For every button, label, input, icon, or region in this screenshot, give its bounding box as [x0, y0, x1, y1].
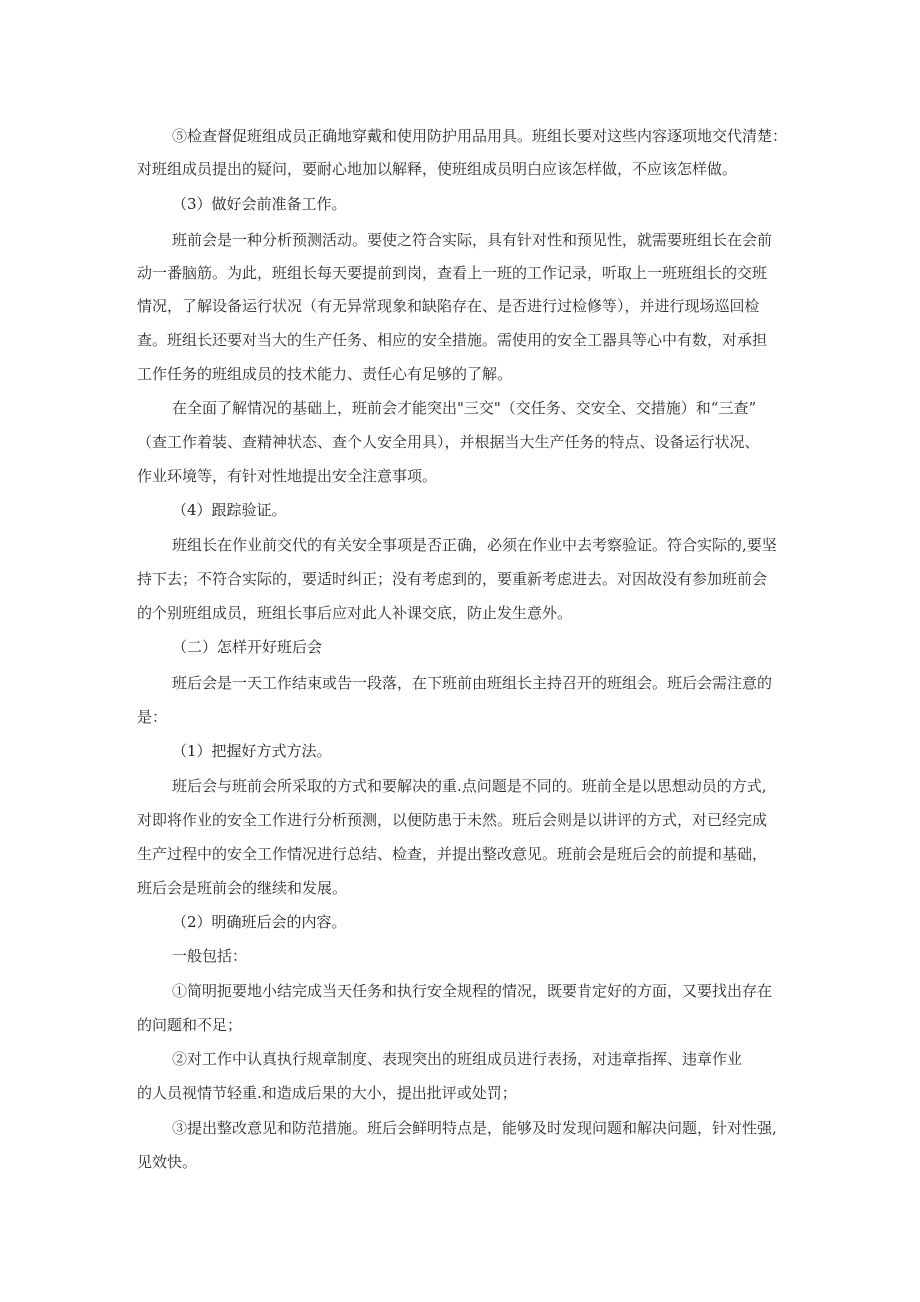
text-line: 对即将作业的安全工作进行分析预测，以便防患于未然。班后会则是以讲评的方式，对已经完成	[137, 811, 768, 829]
text-line: 作业环境等，有针对性地提出安全注意事项。	[137, 467, 438, 485]
text-line: 见效快。	[137, 1153, 198, 1171]
text-line: 班后会与班前会所采取的方式和要解决的重.点问题是不同的。班前全是以思想动员的方式,	[172, 777, 767, 795]
text-line: 班后会是班前会的继续和发展。	[137, 879, 348, 897]
text-line: 的个别班组成员，班组长事后应对此人补课交底，防止发生意外。	[137, 604, 573, 622]
text-line: 对班组成员提出的疑问，要耐心地加以解释，使班组成员明白应该怎样做，不应该怎样做。	[137, 160, 738, 178]
text-line: 的问题和不足；	[137, 1016, 243, 1034]
text-line: 情况，了解设备运行状况（有无异常现象和缺陷存在、是否进行过检修等），并进行现场巡回检	[137, 297, 760, 315]
text-line: 班前会是一种分析预测活动。要使之符合实际，具有针对性和预见性，就需要班组长在会前	[172, 231, 773, 249]
subsection-heading: （2）明确班后会的内容。	[172, 913, 347, 931]
text-line: ①简明扼要地小结完成当天任务和执行安全规程的情况，既要肯定好的方面，又要找出存在	[172, 982, 773, 1000]
text-line: 班组长在作业前交代的有关安全事项是否正确，必须在作业中去考察验证。符合实际的,要坚	[172, 536, 777, 554]
text-line: 的人员视情节轻重.和造成后果的大小，提出批评或处罚；	[137, 1084, 517, 1102]
text-line: ⑤检查督促班组成员正确地穿戴和使用防护用品用具。班组长要对这些内容逐项地交代清楚：	[172, 127, 788, 145]
subsection-heading: （4）跟踪验证。	[172, 501, 287, 519]
subsection-heading: （1）把握好方式方法。	[172, 742, 332, 760]
text-line: 动一番脑筋。为此，班组长每天要提前到岗，查看上一班的工作记录，听取上一班班组长的交班	[137, 264, 768, 282]
text-line: 班后会是一天工作结束或告一段落，在下班前由班组长主持召开的班组会。班后会需注意的	[172, 674, 773, 692]
text-line: 一般包括：	[172, 947, 248, 965]
subsection-heading: （3）做好会前准备工作。	[172, 195, 347, 213]
text-line: 生产过程中的安全工作情况进行总结、检查，并提出整改意见。班前会是班后会的前提和基础，	[137, 845, 768, 863]
text-line: 查。班组长还要对当大的生产任务、相应的安全措施。需使用的安全工器具等心中有数，对承担	[137, 331, 768, 349]
text-line: ③提出整改意见和防范措施。班后会鲜明特点是，能够及时发现问题和解决问题，针对性强,	[172, 1119, 777, 1137]
text-line: ②对工作中认真执行规章制度、表现突出的班组成员进行表扬，对违章指挥、违章作业	[172, 1050, 743, 1068]
text-line: （查工作着装、查精神状态、查个人安全用具），并根据当大生产任务的特点、设备运行状况、	[137, 433, 760, 451]
text-line: 持下去；不符合实际的，要适时纠正；没有考虑到的，要重新考虑进去。对因故没有参加班前会	[137, 570, 768, 588]
text-line: 工作任务的班组成员的技术能力、责任心有足够的了解。	[137, 365, 513, 383]
text-line: 在全面了解情况的基础上，班前会才能突出"三交"（交任务、交安全、交措施）和“三查”	[172, 399, 757, 417]
text-line: 是：	[137, 708, 168, 726]
section-heading: （二）怎样开好班后会	[172, 638, 323, 656]
